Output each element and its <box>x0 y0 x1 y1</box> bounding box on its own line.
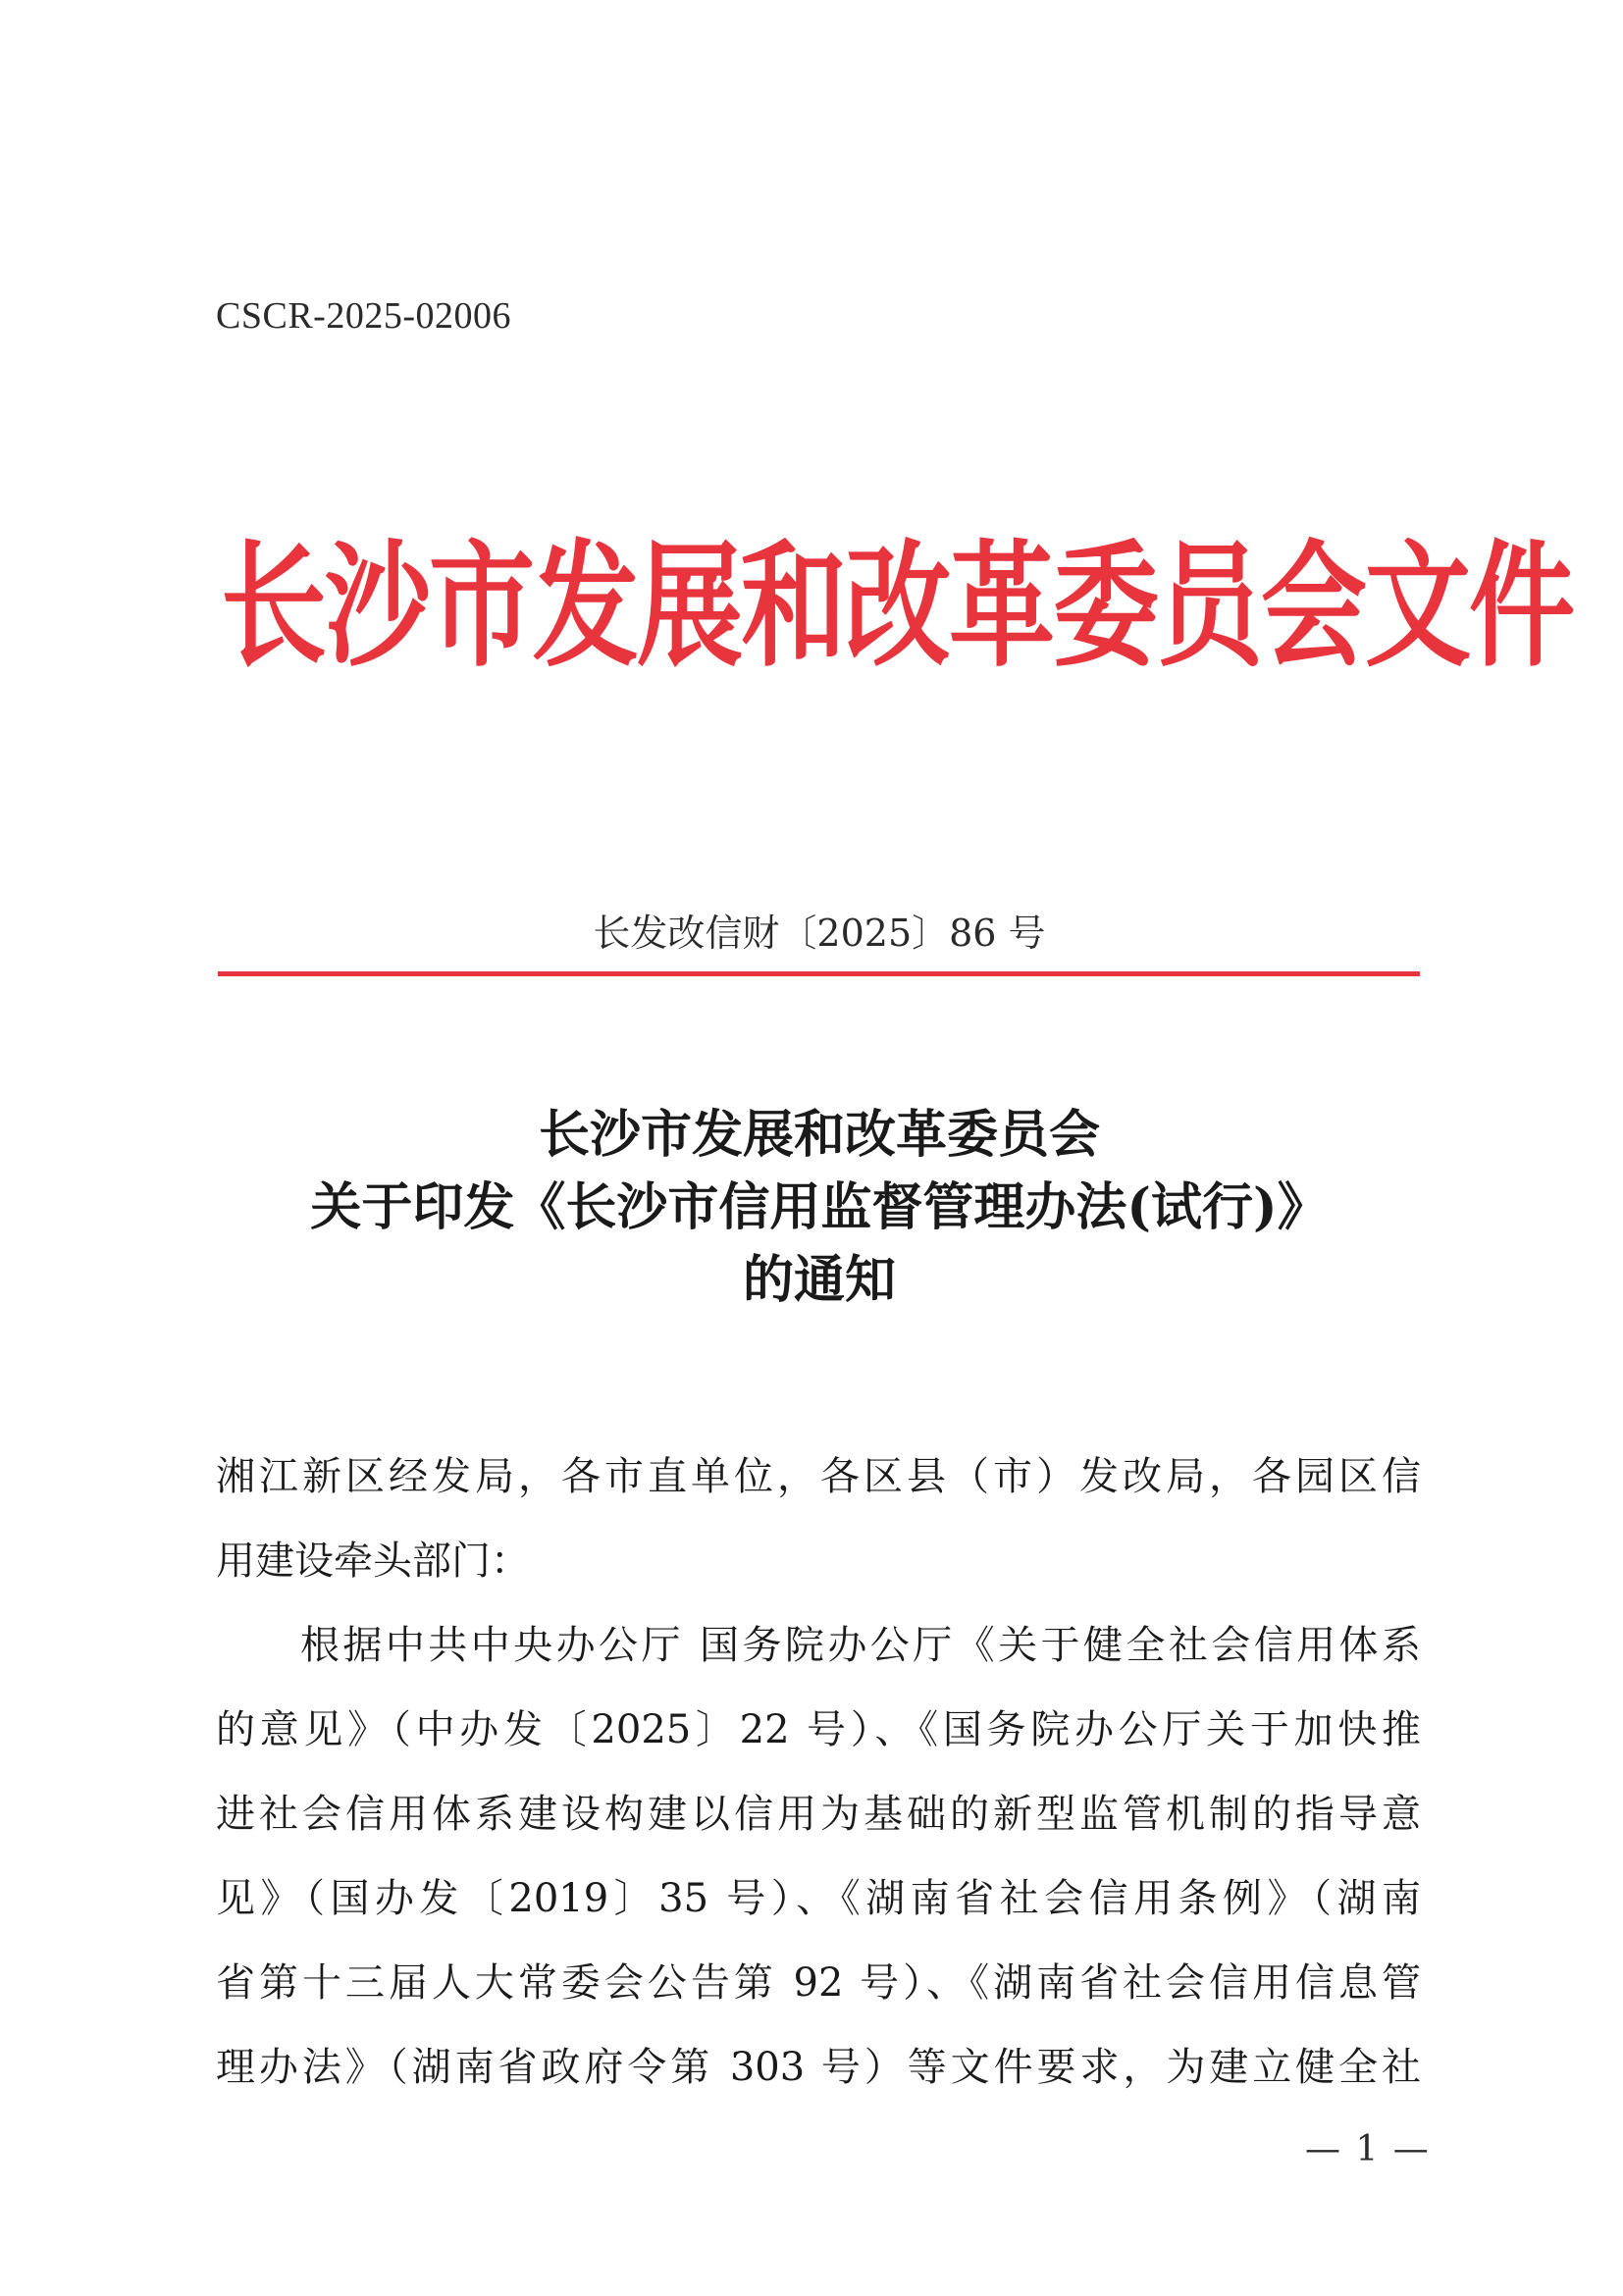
red-divider-line <box>218 971 1420 976</box>
page-number: — 1 — <box>1305 2129 1431 2169</box>
document-title <box>196 1099 1442 1317</box>
document-body <box>216 1435 1421 2110</box>
body-line: 进社会信用体系建设构建以信用为基础的新型监管机制的指导意 <box>216 1792 1421 1837</box>
body-line: 的意见》（中办发〔2025〕22 号）、《国务院办公厅关于加快推 <box>216 1707 1421 1752</box>
issuer-header: 长沙市发展和改革委员会文件 <box>221 528 1574 686</box>
document-code: CSCR-2025-02006 <box>216 295 511 337</box>
addressee-line: 湘江新区经发局，各市直单位，各区县（市）发改局，各园区信 <box>216 1454 1421 1499</box>
body-line: 见》（国办发〔2019〕35 号）、《湖南省社会信用条例》（湖南 <box>216 1876 1421 1921</box>
title-line: 的通知 <box>742 1250 896 1310</box>
body-line: 省第十三届人大常委会公告第 92 号）、《湖南省社会信用信息管 <box>216 1960 1421 2006</box>
title-line: 长沙市发展和改革委员会 <box>538 1105 1100 1165</box>
body-line: 根据中共中央办公厅 国务院办公厅《关于健全社会信用体系 <box>300 1623 1421 1668</box>
document-number: 长发改信财〔2025〕86 号 <box>593 912 1046 955</box>
addressee-line: 用建设牵头部门： <box>216 1539 530 1584</box>
title-line: 关于印发《长沙市信用监督管理办法(试行)》 <box>310 1177 1329 1237</box>
body-line: 理办法》（湖南省政府令第 303 号）等文件要求，为建立健全社 <box>216 2045 1421 2090</box>
